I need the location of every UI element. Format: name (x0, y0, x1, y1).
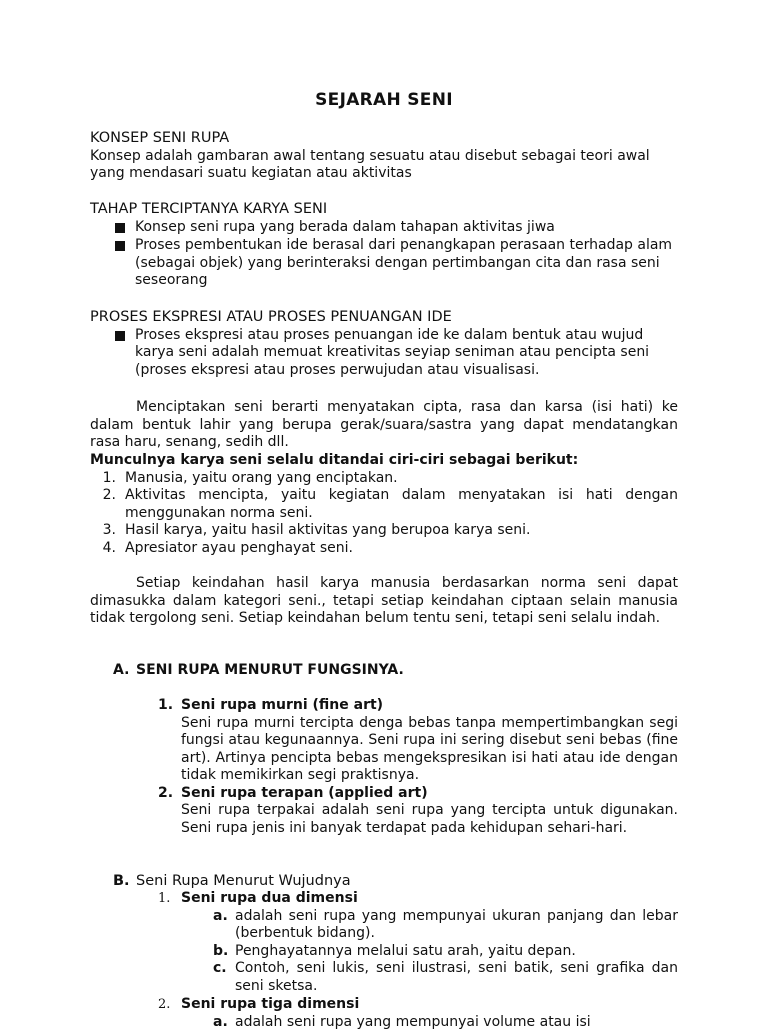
section-proses (90, 309, 678, 379)
section-heading: PROSES EKSPRESI ATAU PROSES PENUANGAN IDE (90, 309, 678, 327)
sub-item: a. adalah seni rupa yang mempunyai volume atau isi (213, 1014, 678, 1031)
item-title: Seni rupa terapan (applied art) (181, 785, 428, 803)
section-heading: KONSEP SENI RUPA (90, 130, 678, 148)
section-a-heading: A. SENI RUPA MENURUT FUNGSINYA. (113, 662, 678, 680)
paragraph-keindahan: Setiap keindahan hasil karya manusia berdasarkan norma seni dapat dimasukka dalam kategori seni., tetapi setiap keindahan ciptaan selain manusia tidak tergolong seni. Setiap keindahan belum tentu seni, tetapi seni selalu indah. (90, 575, 678, 628)
item-text: Seni rupa murni tercipta denga bebas tanpa mempertimbangkan segi fungsi atau kegunaannya. Seni rupa ini sering disebut seni bebas (fine art). Artinya pencipta bebas mengekspresikan isi hati atau ide dengan tidak memikirkan segi praktisnya. (181, 715, 678, 785)
section-b (113, 873, 678, 891)
list-item: 2. Aktivitas mencipta, yaitu kegiatan dalam menyatakan isi hati dengan menggunakan norma seni. (90, 487, 678, 522)
bullet-item: Proses pembentukan ide berasal dari penangkapan perasaan terhadap alam (sebagai objek) yang berinteraksi dengan pertimbangan cita dan rasa seni seseorang (90, 237, 678, 290)
ciri-heading: Munculnya karya seni selalu ditandai ciri-ciri sebagai berikut: (90, 452, 678, 470)
bullet-item: Proses ekspresi atau proses penuangan ide ke dalam bentuk atau wujud karya seni adalah memuat kreativitas seyiap seniman atau pencipta seni (proses ekspresi atau proses perwujudan atau visualisasi. (90, 327, 678, 380)
section-ciri (90, 452, 678, 557)
square-bullet-icon (115, 331, 125, 341)
section-b-items: 1. Seni rupa dua dimensi a. adalah seni rupa yang mempunyai ukuran panjang dan lebar (berbentuk bidang). b. Penghayatannya melalui satu arah, yaitu depan. c. Contoh, seni lukis, seni ilustrasi, seni batik, seni grafika dan seni sketsa. 2. Seni rupa tiga dimensi a. adalah seni rupa yang mempunyai volume atau isi (158, 890, 678, 1031)
list-item: 1. Manusia, yaitu orang yang enciptakan. (90, 470, 678, 488)
sub-item: a. adalah seni rupa yang mempunyai ukuran panjang dan lebar (berbentuk bidang). (213, 908, 678, 943)
item-title: Seni rupa murni (fine art) (181, 697, 383, 715)
section-text: Konsep adalah gambaran awal tentang sesuatu atau disebut sebagai teori awal yang mendasari suatu kegiatan atau aktivitas (90, 148, 678, 183)
section-a (113, 662, 678, 680)
section-tahap (90, 201, 678, 290)
section-heading: TAHAP TERCIPTANYA KARYA SENI (90, 201, 678, 219)
sub-item: c. Contoh, seni lukis, seni ilustrasi, seni batik, seni grafika dan seni sketsa. (213, 960, 678, 995)
list-item: 3. Hasil karya, yaitu hasil aktivitas yang berupoa karya seni. (90, 522, 678, 540)
paragraph-menciptakan: Menciptakan seni berarti menyatakan cipta, rasa dan karsa (isi hati) ke dalam bentuk lahir yang berupa gerak/suara/sastra yang dapat mendatangkan rasa haru, senang, sedih dll. (90, 399, 678, 452)
page-title: SEJARAH SENI (0, 92, 768, 110)
section-b-heading: B. Seni Rupa Menurut Wujudnya (113, 873, 678, 891)
square-bullet-icon (115, 241, 125, 251)
item-text: Seni rupa terpakai adalah seni rupa yang tercipta untuk digunakan. Seni rupa jenis ini banyak terdapat pada kehidupan sehari-hari. (181, 802, 678, 837)
item-title: Seni rupa tiga dimensi (181, 996, 359, 1014)
section-konsep (90, 130, 678, 183)
bullet-item: Konsep seni rupa yang berada dalam tahapan aktivitas jiwa (90, 219, 678, 237)
list-item: 4. Apresiator ayau penghayat seni. (90, 540, 678, 558)
item-title: Seni rupa dua dimensi (181, 890, 358, 908)
square-bullet-icon (115, 223, 125, 233)
section-a-item-1: 1. Seni rupa murni (fine art) Seni rupa murni tercipta denga bebas tanpa mempertimbangkan segi fungsi atau kegunaannya. Seni rupa ini sering disebut seni bebas (fine art). Artinya pencipta bebas mengekspresikan isi hati atau ide dengan tidak memikirkan segi praktisnya. 2. Seni rupa terapan (applied art) Seni rupa terpakai adalah seni rupa yang tercipta untuk digunakan. Seni rupa jenis ini banyak terdapat pada kehidupan sehari-hari. (158, 697, 678, 837)
sub-item: b. Penghayatannya melalui satu arah, yaitu depan. (213, 943, 678, 961)
